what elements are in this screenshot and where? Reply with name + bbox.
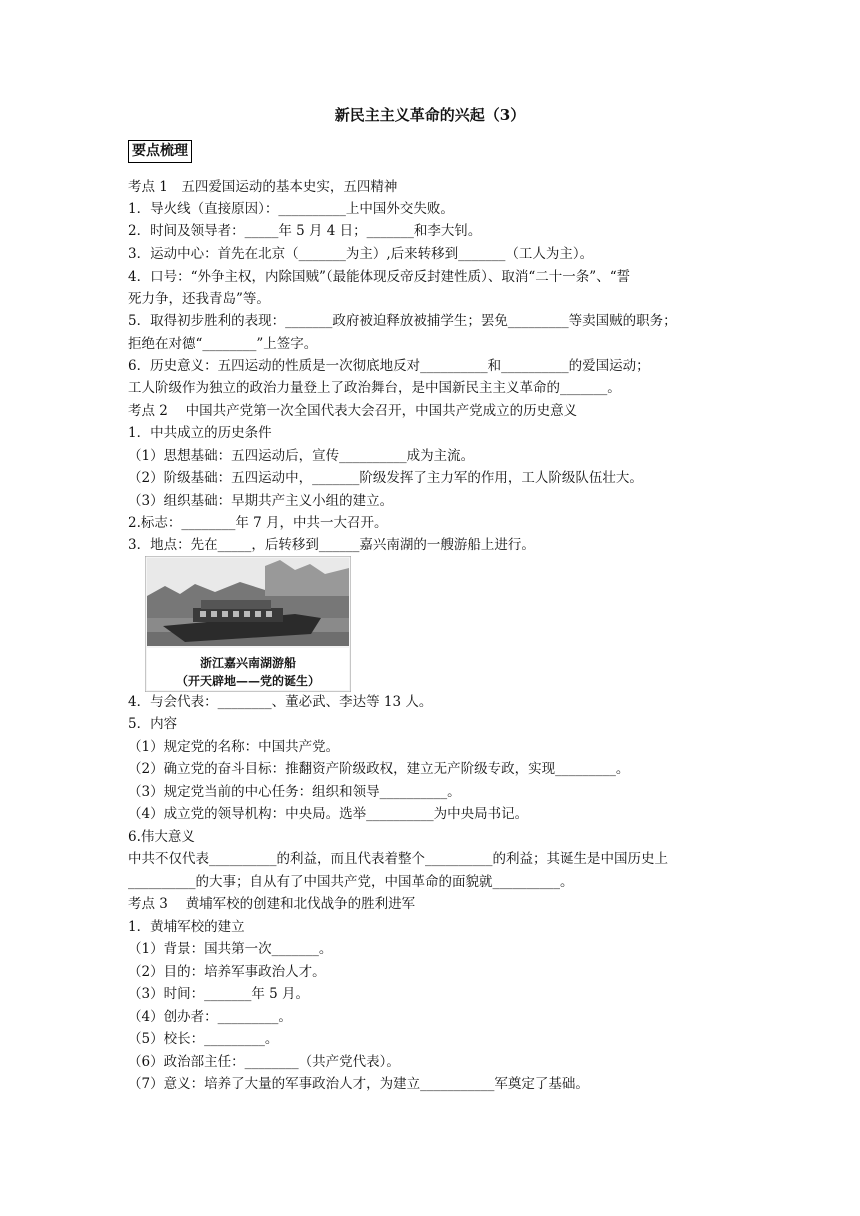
text-line: 1．黄埔军校的建立 — [128, 919, 245, 935]
text-line: 2．时间及领导者：_____年 5 月 4 日；_______和李大钊。 — [128, 223, 482, 239]
text-line: 5．取得初步胜利的表现：_______政府被迫释放被捕学生；罢免_________等卖国贼的职务； — [128, 313, 677, 329]
text-line: 拒绝在对德“________”上签字。 — [128, 336, 318, 352]
text-line: （6）政治部主任：________（共产党代表）。 — [128, 1054, 400, 1070]
text-line: （1）思想基础：五四运动后，宣传__________成为主流。 — [128, 448, 475, 464]
text-line: 考点 2 中国共产党第一次全国代表大会召开，中国共产党成立的历史意义 — [128, 403, 578, 419]
text-line: 考点 3 黄埔军校的创建和北伐战争的胜利进军 — [128, 896, 416, 912]
text-line: （3）规定党当前的中心任务：组织和领导__________。 — [128, 784, 461, 800]
section-heading: 要点梳理 — [128, 140, 192, 163]
text-line: （5）校长：_________。 — [128, 1031, 279, 1047]
text-line: （1）背景：国共第一次_______。 — [128, 941, 333, 957]
text-line: __________的大事；自从有了中国共产党，中国革命的面貌就__________。 — [128, 874, 574, 890]
page-title: 新民主主义革命的兴起（3） — [334, 106, 526, 124]
text-line: 6．历史意义：五四运动的性质是一次彻底地反对__________和__________的爱国运动； — [128, 358, 650, 374]
text-line: 3．地点：先在_____，后转移到______嘉兴南湖的一艘游船上进行。 — [128, 537, 535, 553]
text-line: 死力争，还我青岛”等。 — [128, 291, 270, 307]
text-line: （1）规定党的名称：中国共产党。 — [128, 739, 340, 755]
text-line: 4．与会代表：________、董必武、李达等 13 人。 — [128, 694, 433, 710]
text-line: 1．中共成立的历史条件 — [128, 425, 272, 441]
text-line: 4．口号：“外争主权，内除国贼”（最能体现反帝反封建性质）、取消“二十一条”、“誓 — [128, 269, 631, 285]
photo-caption-subtitle: （开天辟地——党的诞生） — [175, 674, 320, 688]
boat-photo — [145, 556, 351, 692]
text-line: 工人阶级作为独立的政治力量登上了政治舞台，是中国新民主主义革命的_______。 — [128, 380, 621, 396]
text-line: 2.标志：________年 7 月，中共一大召开。 — [128, 515, 388, 531]
text-line: （2）目的：培养军事政治人才。 — [128, 964, 326, 980]
text-line: 中共不仅代表__________的利益，而且代表着整个__________的利益；其诞生是中国历史上 — [128, 851, 668, 867]
photo-caption-title: 浙江嘉兴南湖游船 — [199, 656, 296, 670]
text-line: （3）组织基础：早期共产主义小组的建立。 — [128, 493, 394, 509]
text-line: 考点 1 五四爱国运动的基本史实，五四精神 — [128, 179, 398, 195]
text-line: （2）阶级基础：五四运动中，_______阶级发挥了主力军的作用，工人阶级队伍壮大。 — [128, 470, 643, 486]
text-line: （7）意义：培养了大量的军事政治人才，为建立___________军奠定了基础。 — [128, 1076, 589, 1092]
text-line: （2）确立党的奋斗目标：推翻资产阶级政权，建立无产阶级专政，实现_________。 — [128, 761, 630, 777]
text-line: （3）时间：_______年 5 月。 — [128, 986, 310, 1002]
text-line: （4）创办者：_________。 — [128, 1009, 292, 1025]
text-line: （4）成立党的领导机构：中央局。选举__________为中央局书记。 — [128, 806, 529, 822]
text-line: 3．运动中心：首先在北京（_______为主）,后来转移到_______（工人为主）。 — [128, 246, 594, 262]
text-line: 5．内容 — [128, 716, 178, 732]
text-line: 1．导火线（直接原因）：__________上中国外交失败。 — [128, 201, 454, 217]
text-line: 6.伟大意义 — [128, 829, 195, 845]
